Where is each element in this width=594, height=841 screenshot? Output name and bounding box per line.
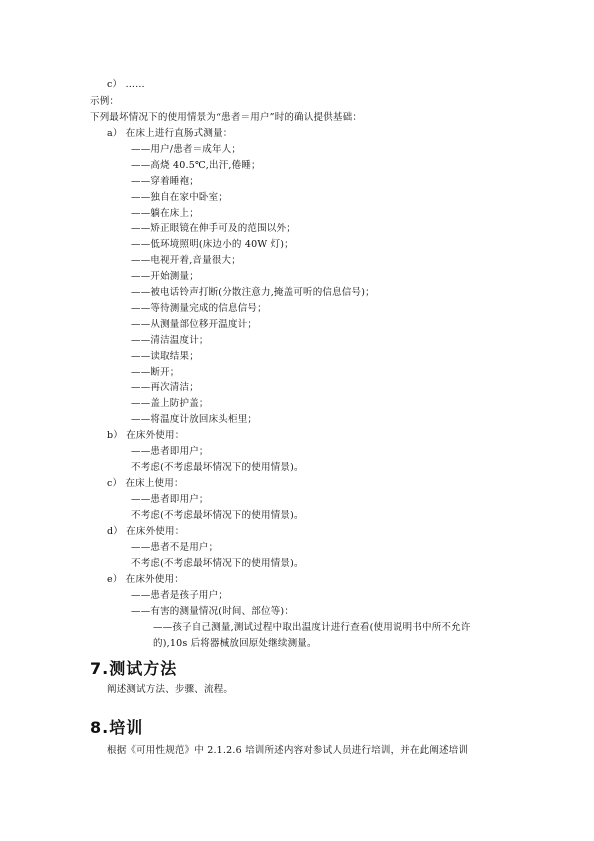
document-line: c） 在床上使用： (107, 478, 184, 489)
document-line: ——清洁温度计； (131, 335, 209, 346)
section-8-body: 根据《可用性规范》中 2.1.2.6 培训所述内容对参试人员进行培训，并在此阐述培训 (107, 745, 469, 756)
document-line: ——等待测量完成的信息信号； (131, 303, 267, 314)
document-line: ——独自在家中卧室； (131, 192, 229, 203)
document-line: ——躺在床上； (131, 208, 199, 219)
document-line: 不考虑(不考虑最坏情况下的使用情景)。 (131, 510, 304, 521)
document-line: e） 在床外使用： (107, 574, 184, 585)
document-line: ——再次清洁； (131, 382, 199, 393)
document-line: c） …… (107, 79, 145, 90)
document-line: d） 在床外使用： (107, 526, 185, 537)
document-line: 示例： (90, 96, 120, 107)
document-line: ——矫正眼镜在伸手可及的范围以外； (131, 223, 296, 234)
section-7-heading: 7.测试方法 (90, 659, 178, 678)
document-line: ——用户/患者＝成年人； (131, 144, 242, 155)
document-line: ——开始测量； (131, 271, 199, 282)
document-line: ——高烧 40.5℃,出汗,倦睡； (131, 160, 261, 171)
document-line: ——患者是孩子用户； (131, 590, 229, 601)
document-line: ——断开； (131, 367, 180, 378)
document-line: ——有害的测量情况(时间、部位等)： (131, 606, 295, 617)
document-line: ——电视开着,音量很大； (131, 255, 241, 266)
document-line: ——低环境照明(床边小的 40W 灯)； (131, 239, 294, 250)
document-line: ——孩子自己测量,测试过程中取出温度计进行查看(使用说明书中所不允许 (153, 622, 471, 633)
document-line: ——盖上防护盖； (131, 398, 209, 409)
document-line: a） 在床上进行直肠式测量： (107, 128, 233, 139)
document-line: ——患者即用户； (131, 494, 209, 505)
section-8-heading: 8.培训 (90, 718, 144, 737)
document-line: 的),10s 后将器械放回原处继续测量。 (153, 638, 317, 649)
document-line: 下列最坏情况下的使用情景为“患者＝用户”时的确认提供基础： (90, 112, 363, 123)
document-line: b） 在床外使用： (107, 430, 185, 441)
document-line: ——被电话铃声打断(分散注意力,掩盖可听的信息信号)； (131, 287, 375, 298)
section-7-body: 阐述测试方法、步骤、流程。 (107, 684, 234, 695)
document-line: 不考虑(不考虑最坏情况下的使用情景)。 (131, 462, 304, 473)
document-line: ——患者即用户； (131, 446, 209, 457)
document-line: ——穿着睡袍； (131, 176, 199, 187)
document-line: ——读取结果； (131, 351, 199, 362)
document-line: 不考虑(不考虑最坏情况下的使用情景)。 (131, 558, 304, 569)
document-line: ——从测量部位移开温度计； (131, 319, 258, 330)
document-line: ——将温度计放回床头柜里； (131, 414, 258, 425)
document-line: ——患者不是用户； (131, 542, 219, 553)
